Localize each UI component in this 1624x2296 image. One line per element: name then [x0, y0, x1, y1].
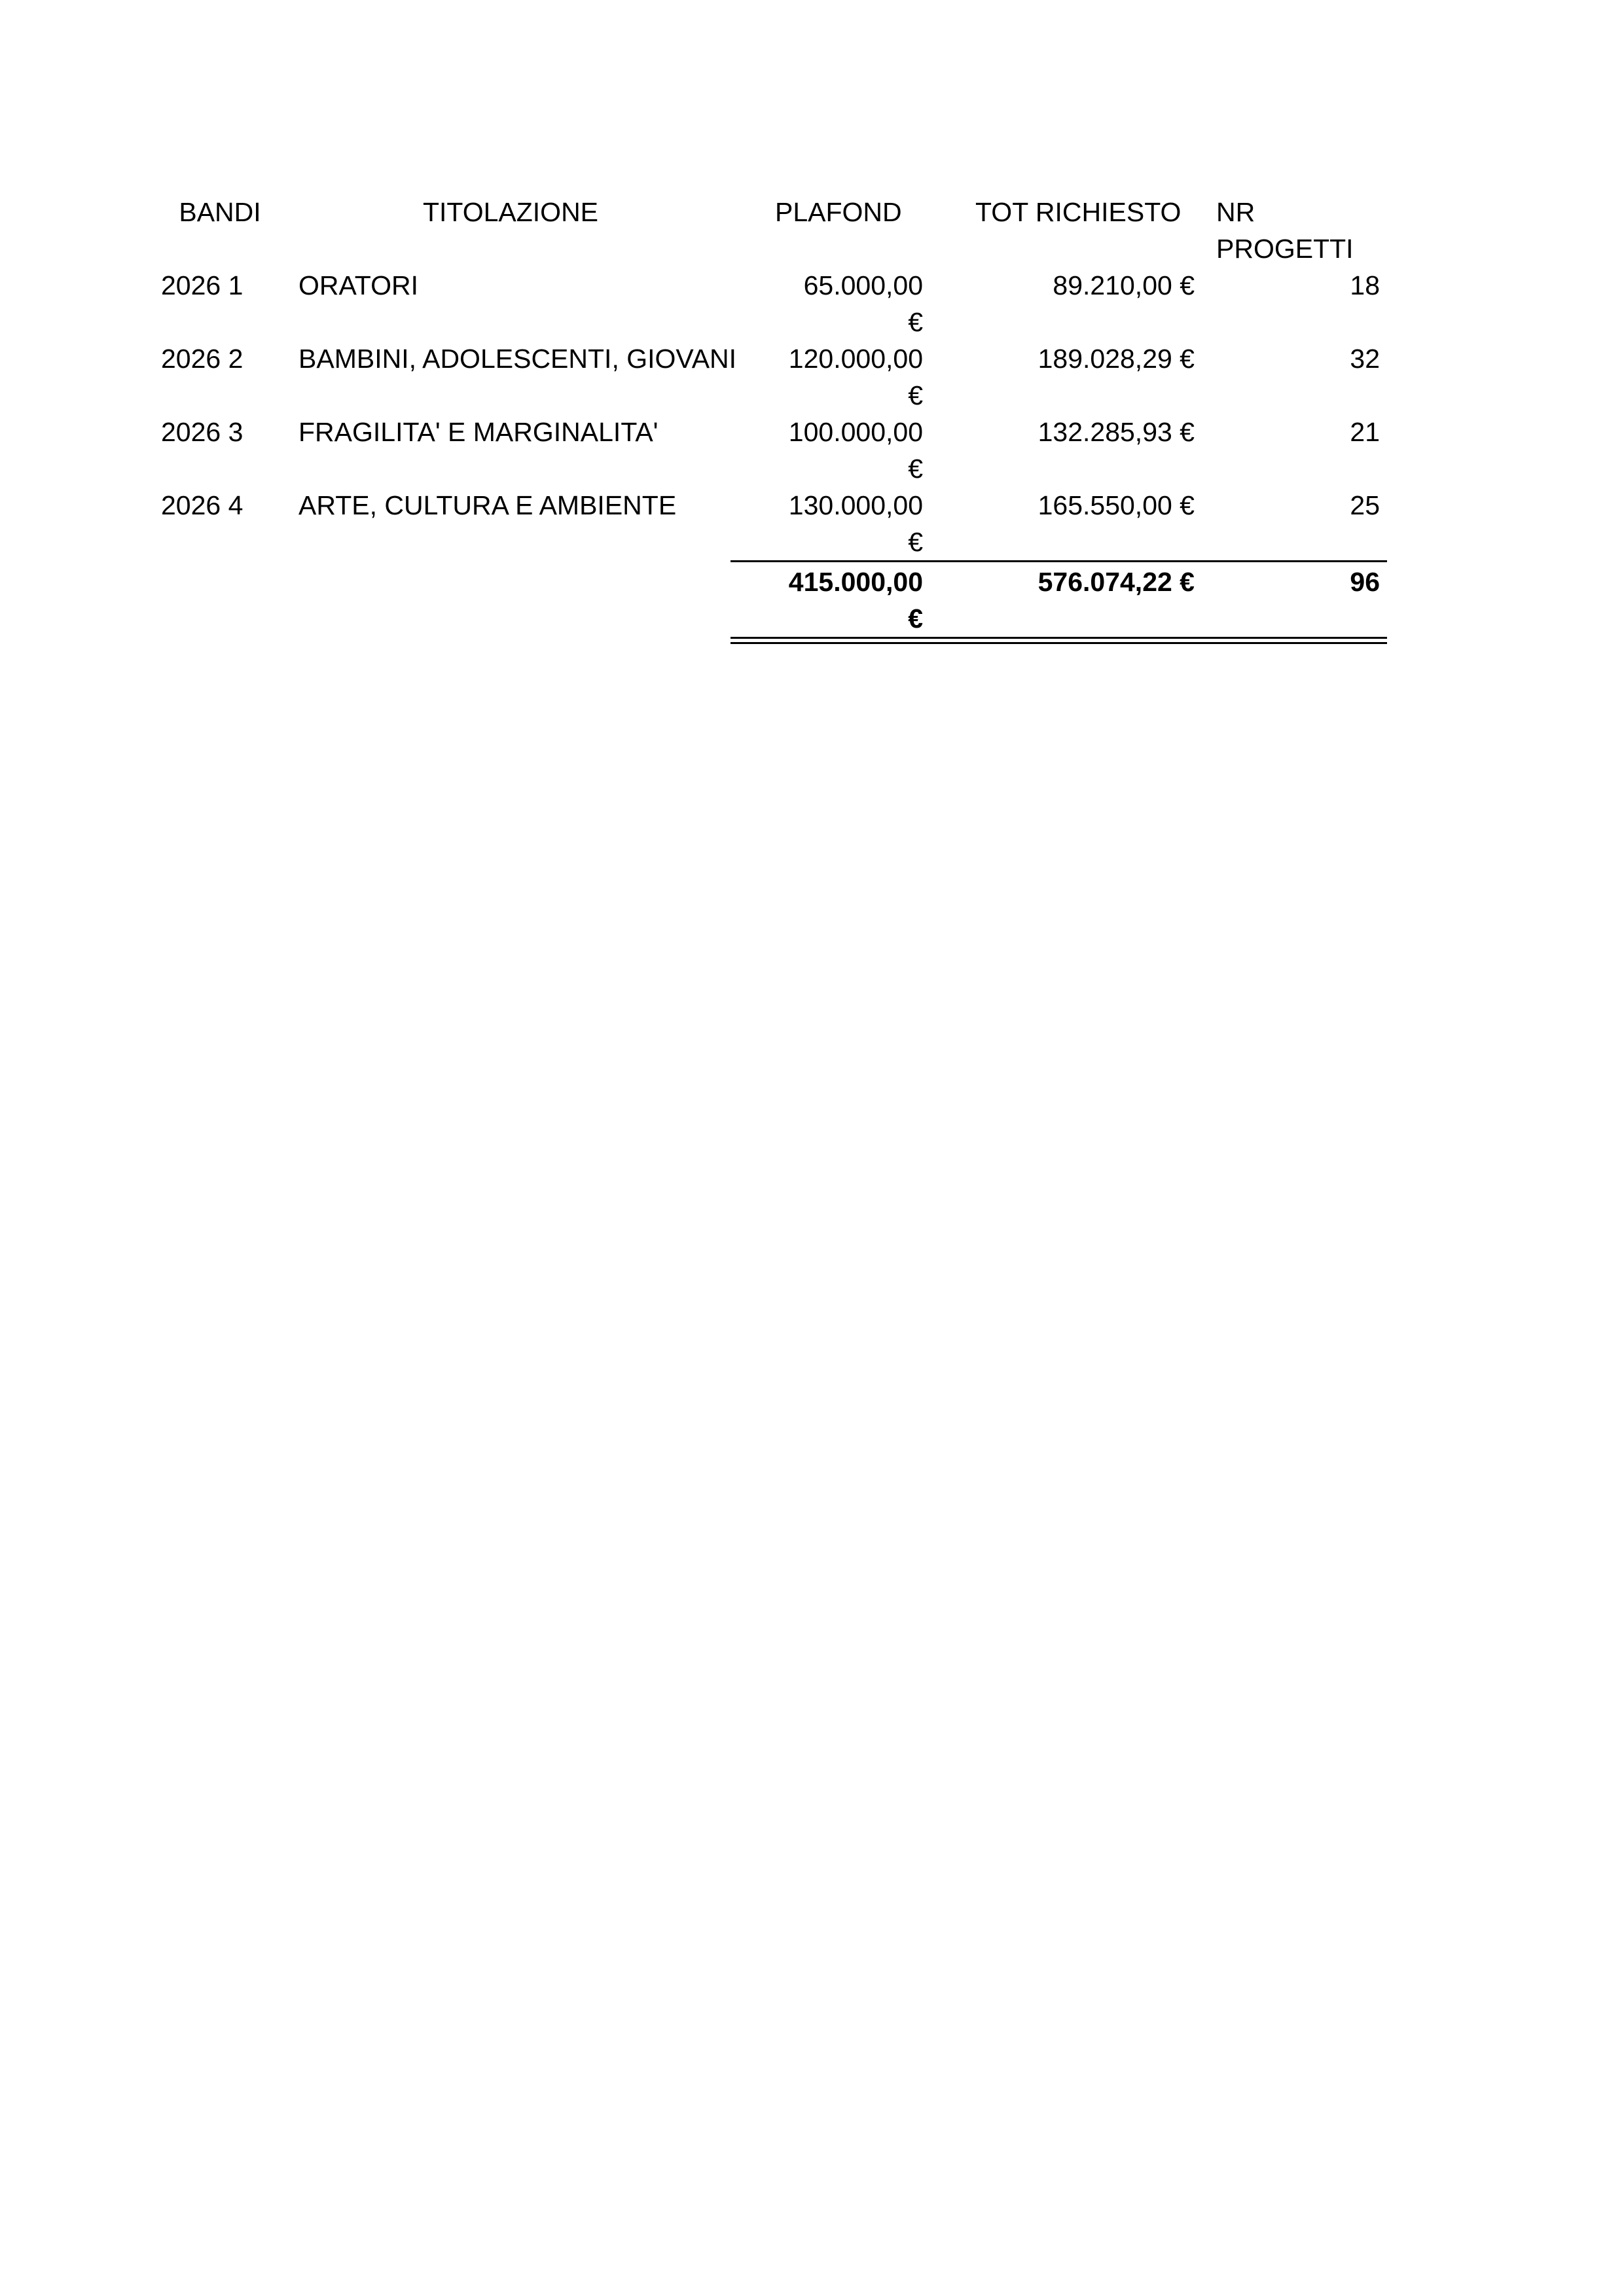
row-2-plafond-currency: €	[908, 380, 923, 410]
totals-plafond-currency: €	[908, 603, 923, 634]
row-2-titolazione: BAMBINI, ADOLESCENTI, GIOVANI	[298, 344, 737, 374]
row-4-plafond-currency: €	[908, 527, 923, 557]
row-2-plafond-amount: 120.000,00	[788, 344, 923, 374]
row-2-bando: 2026 2	[161, 344, 244, 374]
totals-top-border	[731, 560, 1387, 562]
header-nr-progetti-line2: PROGETTI	[1216, 234, 1354, 264]
row-4-nr-progetti: 25	[1350, 490, 1380, 520]
row-1-tot-richiesto: 89.210,00 €	[1053, 270, 1195, 300]
row-3-titolazione: FRAGILITA' E MARGINALITA'	[298, 417, 659, 447]
row-2-plafond	[733, 340, 923, 414]
header-nr-progetti-line1: NR	[1216, 197, 1255, 227]
row-4-titolazione: ARTE, CULTURA E AMBIENTE	[298, 490, 677, 520]
header-bandi: BANDI	[179, 197, 261, 227]
row-4-tot-richiesto: 165.550,00 €	[1038, 490, 1195, 520]
row-1-plafond	[733, 267, 923, 340]
totals-plafond-amount: 415.000,00	[788, 567, 923, 597]
row-1-plafond-amount: 65.000,00	[803, 270, 923, 300]
totals-bottom-double-border	[731, 637, 1387, 644]
row-3-bando: 2026 3	[161, 417, 244, 447]
header-titolazione: TITOLAZIONE	[422, 197, 599, 227]
row-1-nr-progetti: 18	[1350, 270, 1380, 300]
header-nr-progetti	[1216, 194, 1386, 267]
header-tot-richiesto: TOT RICHIESTO	[975, 197, 1182, 227]
row-2-nr-progetti: 32	[1350, 344, 1380, 374]
row-4-bando: 2026 4	[161, 490, 244, 520]
row-3-plafond	[733, 414, 923, 487]
header-plafond: PLAFOND	[775, 197, 902, 227]
row-2-tot-richiesto: 189.028,29 €	[1038, 344, 1195, 374]
row-3-tot-richiesto: 132.285,93 €	[1038, 417, 1195, 447]
row-1-plafond-currency: €	[908, 307, 923, 337]
row-4-plafond-amount: 130.000,00	[788, 490, 923, 520]
totals-nr-progetti: 96	[1350, 567, 1380, 597]
totals-tot-richiesto: 576.074,22 €	[1038, 567, 1195, 597]
row-3-plafond-currency: €	[908, 454, 923, 484]
row-4-plafond	[733, 487, 923, 560]
row-3-plafond-amount: 100.000,00	[788, 417, 923, 447]
row-1-titolazione: ORATORI	[298, 270, 418, 300]
row-3-nr-progetti: 21	[1350, 417, 1380, 447]
totals-plafond	[733, 564, 923, 637]
row-1-bando: 2026 1	[161, 270, 244, 300]
